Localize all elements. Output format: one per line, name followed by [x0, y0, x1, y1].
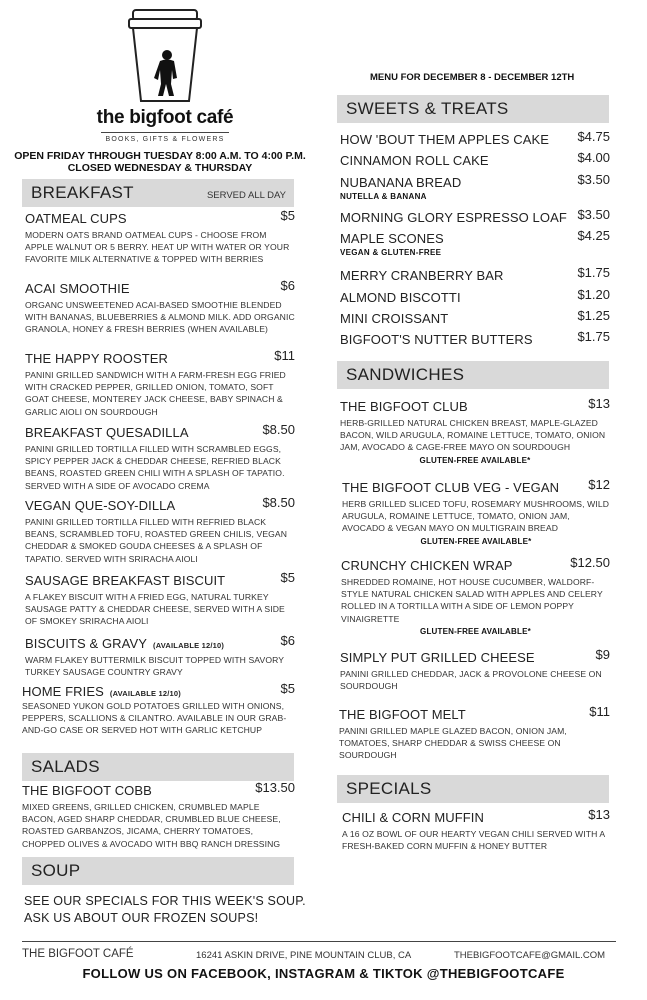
item-name: SAUSAGE BREAKFAST BISCUIT — [25, 573, 226, 588]
item-name: SIMPLY PUT GRILLED CHEESE — [340, 650, 535, 665]
item-price: $13 — [588, 396, 610, 411]
item-name: BIGFOOT'S NUTTER BUTTERS — [340, 332, 533, 347]
menu-item — [339, 704, 610, 762]
footer-social-follow: FOLLOW US ON FACEBOOK, INSTAGRAM & TIKTOK @THEBIGFOOTCAFE — [82, 966, 565, 981]
item-description: WARM FLAKEY BUTTERMILK BISCUIT TOPPED WITH SAVORY TURKEY SAUSAGE COUNTRY GRAVY — [25, 655, 284, 678]
item-price: $13 — [588, 807, 610, 822]
menu-item — [25, 422, 295, 492]
menu-item — [340, 207, 610, 225]
item-description: HERB-GRILLED NATURAL CHICKEN BREAST, MAPLE-GLAZED BACON, WILD ARUGULA, ROMAINE LETTUCE, TOMATO, ONION JAM, AVOCADO & CAGE-FREE MAYO ON SOURDOUGH — [340, 418, 606, 453]
section-title: SWEETS & TREATS — [346, 99, 509, 118]
item-description: ORGANC UNSWEETENED ACAI-BASED SMOOTHIE BLENDED WITH BANANAS, BLUEBERRIES & ALMOND MILK. ADD ORGANIC GRANOLA, HONEY & FRESH BERRIES (WHEN AVAILABLE) — [25, 300, 295, 335]
menu-item — [340, 129, 610, 147]
item-name: THE HAPPY ROOSTER — [25, 351, 169, 366]
section-salads-header — [22, 753, 294, 781]
item-price: $6 — [280, 278, 295, 293]
item-price: $4.00 — [577, 150, 610, 165]
item-description: PANINI GRILLED SANDWICH WITH A FARM-FRESH EGG FRIED WITH CRACKED PEPPER, GRILLED ONION, TOMATO, SOFT GOAT CHEESE, MONTEREY JACK CHEESE, BABY SPINACH & GARLIC AIOLI ON SOURDOUGH — [25, 370, 286, 417]
item-price: $5 — [280, 681, 295, 696]
item-name: OATMEAL CUPS — [25, 211, 127, 226]
menu-item — [340, 150, 610, 168]
brand-tagline: BOOKS, GIFTS & FLOWERS — [105, 136, 225, 143]
item-price: $6 — [280, 633, 295, 648]
menu-item — [25, 208, 295, 266]
section-soup-header — [22, 857, 294, 885]
section-title: SPECIALS — [346, 779, 432, 798]
item-description: PANINI GRILLED TORTILLA FILLED WITH REFRIED BLACK BEANS, SCRAMBLED TOFU, ROASTED GREEN CHILIS, VEGAN CHEDDAR & SMOKED GOUDA CHEESES & A SPLASH OF TAPATIO. SERVED WITH SRIRACHA AIOLI — [25, 517, 288, 564]
item-name: CINNAMON ROLL CAKE — [340, 153, 489, 168]
menu-item — [340, 396, 610, 465]
item-name: BREAKFAST QUESADILLA — [25, 425, 189, 440]
menu-item — [25, 348, 295, 418]
menu-item — [340, 647, 610, 692]
item-description: SHREDDED ROMAINE, HOT HOUSE CUCUMBER, WALDORF-STYLE NATURAL CHICKEN SALAD WITH APPLES AND CELERY ROLLED IN A TORTILLA WITH A SIDE OF LEMON POPPY VINAIGRETTE — [341, 577, 603, 624]
section-title: SANDWICHES — [346, 365, 465, 384]
item-description: A FLAKEY BISCUIT WITH A FRIED EGG, NATURAL TURKEY SAUSAGE PATTY & CHEDDAR CHEESE, SERVED WITH A SIDE OF SMOKEY SRIRACHA AIOLI — [25, 592, 285, 627]
item-name: THE BIGFOOT MELT — [339, 707, 466, 722]
item-name: MAPLE SCONES — [340, 231, 444, 246]
item-description: HERB GRILLED SLICED TOFU, ROSEMARY MUSHROOMS, WILD ARUGULA, ROMAINE LETTUCE, TOMATO, ONION JAM, AVOCADO & VEGAN MAYO ON MULTIGRAIN BREAD — [342, 499, 609, 534]
item-price: $5 — [280, 570, 295, 585]
item-name — [22, 684, 295, 699]
item-name: THE BIGFOOT COBB — [22, 783, 152, 798]
menu-item — [25, 570, 295, 628]
menu-item — [341, 555, 610, 636]
section-sweets-header — [337, 95, 609, 123]
soup-line-1: SEE OUR SPECIALS FOR THIS WEEK'S SOUP. — [24, 894, 306, 908]
item-name-text: HOME FRIES — [22, 684, 104, 699]
section-note: SERVED ALL DAY — [206, 189, 286, 201]
menu-item — [25, 495, 295, 565]
gluten-free-note: GLUTEN-FREE AVAILABLE* — [419, 455, 531, 465]
gluten-free-note: GLUTEN-FREE AVAILABLE* — [420, 626, 531, 636]
menu-item — [340, 172, 610, 201]
menu-item — [340, 308, 610, 326]
gluten-free-note: GLUTEN-FREE AVAILABLE* — [420, 536, 532, 546]
item-price: $1.75 — [577, 265, 610, 280]
menu-item — [342, 477, 610, 546]
menu-item — [340, 329, 610, 347]
item-price: $9 — [595, 647, 610, 662]
item-name: THE BIGFOOT CLUB — [340, 399, 468, 414]
availability-note: (AVAILABLE 12/10) — [109, 689, 181, 698]
item-name: MERRY CRANBERRY BAR — [340, 268, 504, 283]
item-subtitle: VEGAN & GLUTEN-FREE — [340, 248, 442, 257]
item-price: $3.50 — [577, 172, 610, 187]
item-name-text: BISCUITS & GRAVY — [25, 636, 147, 651]
item-price: $4.75 — [577, 129, 610, 144]
menu-item — [340, 287, 610, 305]
section-title: BREAKFAST — [31, 183, 134, 202]
coffee-cup-logo-icon — [127, 8, 203, 103]
footer-cafe-name: THE BIGFOOT CAFÉ — [22, 948, 134, 960]
hours-line-2: CLOSED WEDNESDAY & THURSDAY — [67, 162, 253, 174]
section-sandwiches-header — [337, 361, 609, 389]
section-specials-header — [337, 775, 609, 803]
footer-divider — [22, 941, 616, 942]
item-name: MORNING GLORY ESPRESSO LOAF — [340, 210, 567, 225]
item-description: MIXED GREENS, GRILLED CHICKEN, CRUMBLED MAPLE BACON, AGED SHARP CHEDDAR, CRUMBLED BLUE CHEESE, ROASTED GARBANZOS, JICAMA, CHERRY TOMATOES, CHOPPED OLIVES & AVOCADO WITH BBQ RANCH DRESSING — [22, 802, 281, 849]
menu-item — [340, 228, 610, 257]
item-name — [25, 636, 295, 651]
opening-hours — [14, 150, 306, 174]
item-name: CRUNCHY CHICKEN WRAP — [341, 558, 513, 573]
item-price: $8.50 — [262, 495, 295, 510]
item-price: $1.25 — [577, 308, 610, 323]
item-price: $4.25 — [577, 228, 610, 243]
item-price: $8.50 — [262, 422, 295, 437]
item-price: $1.20 — [577, 287, 610, 302]
item-name: ACAI SMOOTHIE — [25, 281, 130, 296]
footer-email-link[interactable]: THEBIGFOOTCAFE@GMAIL.COM — [454, 950, 606, 961]
menu-item — [22, 780, 295, 850]
item-price: $3.50 — [577, 207, 610, 222]
menu-item — [22, 681, 295, 737]
item-name: MINI CROISSANT — [340, 311, 449, 326]
item-description: PANINI GRILLED MAPLE GLAZED BACON, ONION JAM, TOMATOES, SHARP CHEDDAR & SWISS CHEESE ON SOURDOUGH — [339, 726, 567, 761]
item-price: $5 — [280, 208, 295, 223]
menu-dates: MENU FOR DECEMBER 8 - DECEMBER 12TH — [370, 72, 575, 83]
item-description: PANINI GRILLED CHEDDAR, JACK & PROVOLONE CHEESE ON SOURDOUGH — [340, 669, 602, 692]
item-price: $12 — [588, 477, 610, 492]
soup-line-2: ASK US ABOUT OUR FROZEN SOUPS! — [24, 911, 259, 925]
soup-info — [24, 893, 306, 927]
menu-item — [25, 278, 295, 336]
item-price: $12.50 — [570, 555, 610, 570]
footer-address: 16241 ASKIN DRIVE, PINE MOUNTAIN CLUB, CA — [196, 950, 412, 961]
item-name: CHILI & CORN MUFFIN — [342, 810, 485, 825]
item-name: NUBANANA BREAD — [340, 175, 462, 190]
item-price: $1.75 — [577, 329, 610, 344]
availability-note: (AVAILABLE 12/10) — [153, 641, 225, 650]
item-name: HOW 'BOUT THEM APPLES CAKE — [340, 132, 550, 147]
cafe-logo — [90, 8, 240, 143]
item-price: $11 — [274, 348, 295, 363]
hours-line-1: OPEN FRIDAY THROUGH TUESDAY 8:00 A.M. TO 4:00 P.M. — [14, 150, 306, 162]
item-description: A 16 OZ BOWL OF OUR HEARTY VEGAN CHILI SERVED WITH A FRESH-BAKED CORN MUFFIN & HONEY BUTTER — [342, 829, 605, 852]
item-price: $11 — [589, 704, 610, 719]
brand-divider — [101, 132, 229, 133]
menu-item — [340, 265, 610, 283]
brand-name: the bigfoot café — [96, 107, 234, 128]
section-title: SOUP — [31, 861, 81, 880]
item-description: MODERN OATS BRAND OATMEAL CUPS - CHOOSE FROM APPLE WALNUT OR 5 BERRY. HEAT UP WITH WATER OR YOUR FAVORITE MILK ALTERNATIVE & TOPPED WITH BERRIES — [25, 230, 290, 265]
section-breakfast-header — [22, 179, 294, 207]
menu-item — [25, 633, 295, 678]
item-subtitle: NUTELLA & BANANA — [340, 192, 427, 201]
menu-item — [342, 807, 610, 852]
item-name: VEGAN QUE-SOY-DILLA — [25, 498, 176, 513]
section-title: SALADS — [31, 757, 100, 776]
item-name: THE BIGFOOT CLUB VEG - VEGAN — [342, 480, 560, 495]
item-description: PANINI GRILLED TORTILLA FILLED WITH SCRAMBLED EGGS, SPICY PEPPER JACK & CHEDDAR CHEESE, REFRIED BLACK BEANS, ROASTED GREEN CHILI WITH A SPLASH OF TAPATIO. SERVED WITH A SIDE OF AVOCADO CREMA — [25, 444, 285, 491]
item-price: $13.50 — [255, 780, 295, 795]
item-name: ALMOND BISCOTTI — [340, 290, 461, 305]
item-description: SEASONED YUKON GOLD POTATOES GRILLED WITH ONIONS, PEPPERS, SCALLIONS & CILANTRO. AVAILABLE IN OUR GRAB-AND-GO CASE OR SERVED HOT WITH GARLIC KETCHUP — [22, 701, 287, 736]
